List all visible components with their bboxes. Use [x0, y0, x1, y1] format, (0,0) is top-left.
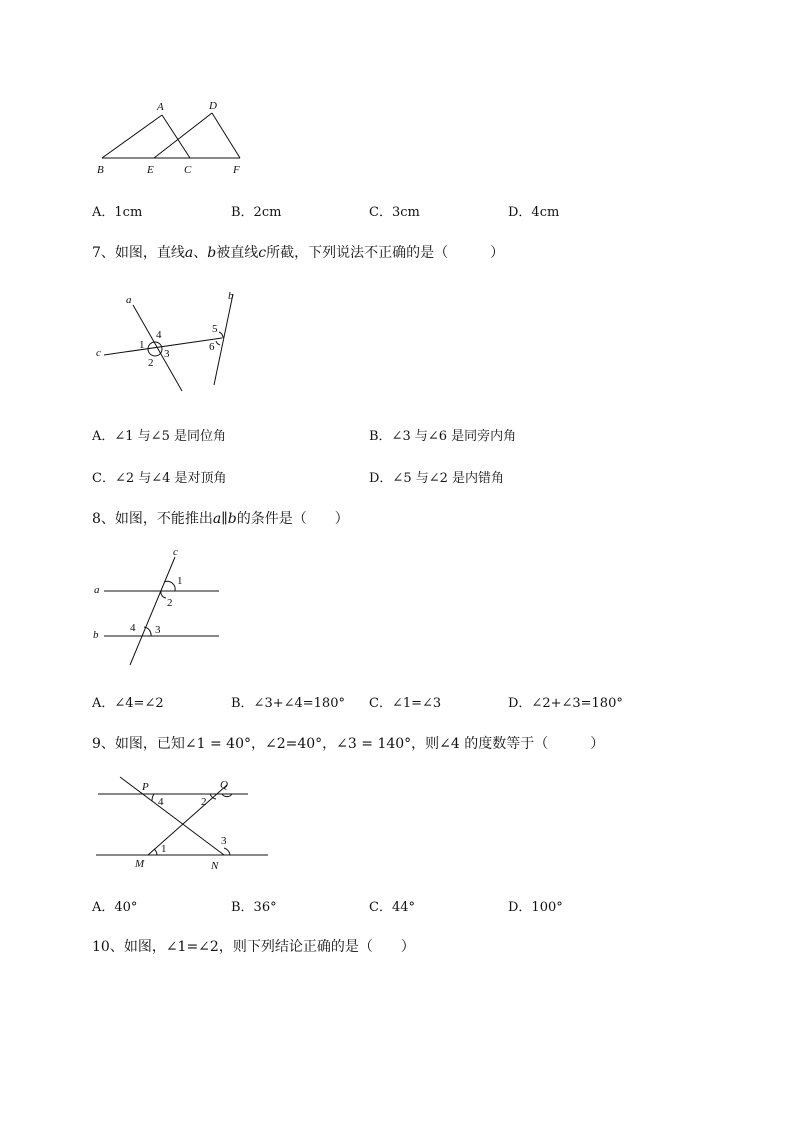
label-a: a: [126, 294, 132, 306]
q8-condition: a∥b: [212, 511, 237, 527]
figure-q9-crossing: [92, 772, 272, 874]
q6-option-d: D．4cm: [508, 205, 560, 220]
q7-stem-prefix: 7、如图，直线: [92, 245, 185, 261]
label-e: E: [147, 164, 154, 176]
label-1: 1: [161, 843, 167, 855]
label-f: F: [233, 164, 240, 176]
label-2: 2: [148, 357, 154, 369]
label-3: 3: [221, 835, 227, 847]
angle-mark-2: [210, 794, 216, 799]
line-c: [104, 338, 222, 355]
line-c: [130, 557, 175, 665]
figure-q8-parallel: [88, 545, 228, 669]
label-p: P: [142, 781, 149, 793]
label-d: D: [209, 100, 217, 112]
label-q: Q: [220, 779, 228, 791]
label-a: a: [94, 584, 100, 596]
label-b: b: [93, 629, 99, 641]
angle-mark-2: [161, 591, 166, 598]
label-n: N: [211, 860, 219, 872]
q7-option-c: C．∠2 与∠4 是对顶角: [92, 471, 227, 486]
label-c: c: [173, 546, 178, 558]
label-c: c: [96, 347, 101, 359]
q9-option-c: C．44°: [369, 900, 415, 915]
label-4: 4: [130, 622, 136, 634]
q9-option-a: A．40°: [92, 900, 138, 915]
q8-option-b: B．∠3+∠4=180°: [231, 696, 345, 711]
label-c: C: [184, 164, 192, 176]
label-4: 4: [156, 329, 162, 341]
label-2: 2: [201, 796, 207, 808]
label-4: 4: [158, 796, 164, 808]
q8-stem: [92, 508, 349, 528]
angle-mark-5: [219, 332, 223, 338]
figure-q6-triangles: [90, 96, 260, 182]
q8-stem-suffix: 的条件是（ ）: [236, 511, 349, 527]
label-2: 2: [167, 597, 173, 609]
label-6: 6: [209, 341, 215, 353]
q7-var-c: c: [258, 245, 267, 261]
q9-option-b: B．36°: [231, 900, 277, 915]
label-3: 3: [164, 348, 170, 360]
segment-df: [212, 113, 240, 158]
segment-ba: [102, 115, 162, 158]
angle-mark-4: [152, 794, 154, 801]
segment-ed: [154, 113, 212, 158]
q7-stem: [92, 242, 504, 262]
angle-mark-1: [154, 849, 157, 855]
q7-stem-suffix: 所截，下列说法不正确的是（ ）: [266, 245, 505, 261]
label-5: 5: [212, 323, 218, 335]
q7-var-a: a: [184, 245, 194, 261]
q10-stem: 10、如图，∠1=∠2，则下列结论正确的是（ ）: [92, 939, 415, 955]
label-1: 1: [177, 575, 183, 587]
label-1: 1: [139, 339, 145, 351]
q8-option-a: A．∠4=∠2: [92, 696, 164, 711]
line-b: [214, 294, 233, 385]
figure-q7-transversal: [90, 288, 250, 392]
q9-stem: 9、如图，已知∠1 = 40°，∠2=40°，∠3 = 140°，则∠4 的度数等于（ ）: [92, 736, 605, 752]
segment-ac: [162, 115, 190, 158]
label-b: b: [228, 290, 234, 302]
label-b: B: [97, 164, 104, 176]
line-through-p-n: [120, 777, 224, 855]
q8-option-c: C．∠1=∠3: [369, 696, 442, 711]
label-a: A: [157, 101, 164, 113]
q6-option-c: C．3cm: [369, 205, 420, 220]
q7-option-d: D．∠5 与∠2 是内错角: [369, 471, 505, 486]
q7-option-a: A．∠1 与∠5 是同位角: [92, 429, 226, 444]
q8-option-d: D．∠2+∠3=180°: [508, 696, 623, 711]
angle-mark-6: [216, 341, 220, 345]
q7-stem-mid: 被直线: [216, 245, 259, 261]
q8-stem-prefix: 8、如图，不能推出: [92, 511, 213, 527]
q7-option-b: B．∠3 与∠6 是同旁内角: [369, 429, 517, 444]
angle-mark-1: [164, 581, 175, 591]
label-3: 3: [155, 624, 161, 636]
q6-option-a: A．1cm: [92, 205, 143, 220]
angle-mark-3: [224, 848, 230, 855]
q9-option-d: D．100°: [508, 900, 563, 915]
q7-var-b: b: [207, 245, 217, 261]
q6-option-b: B．2cm: [231, 205, 282, 220]
q7-sep: 、: [193, 245, 208, 261]
label-m: M: [135, 858, 145, 870]
